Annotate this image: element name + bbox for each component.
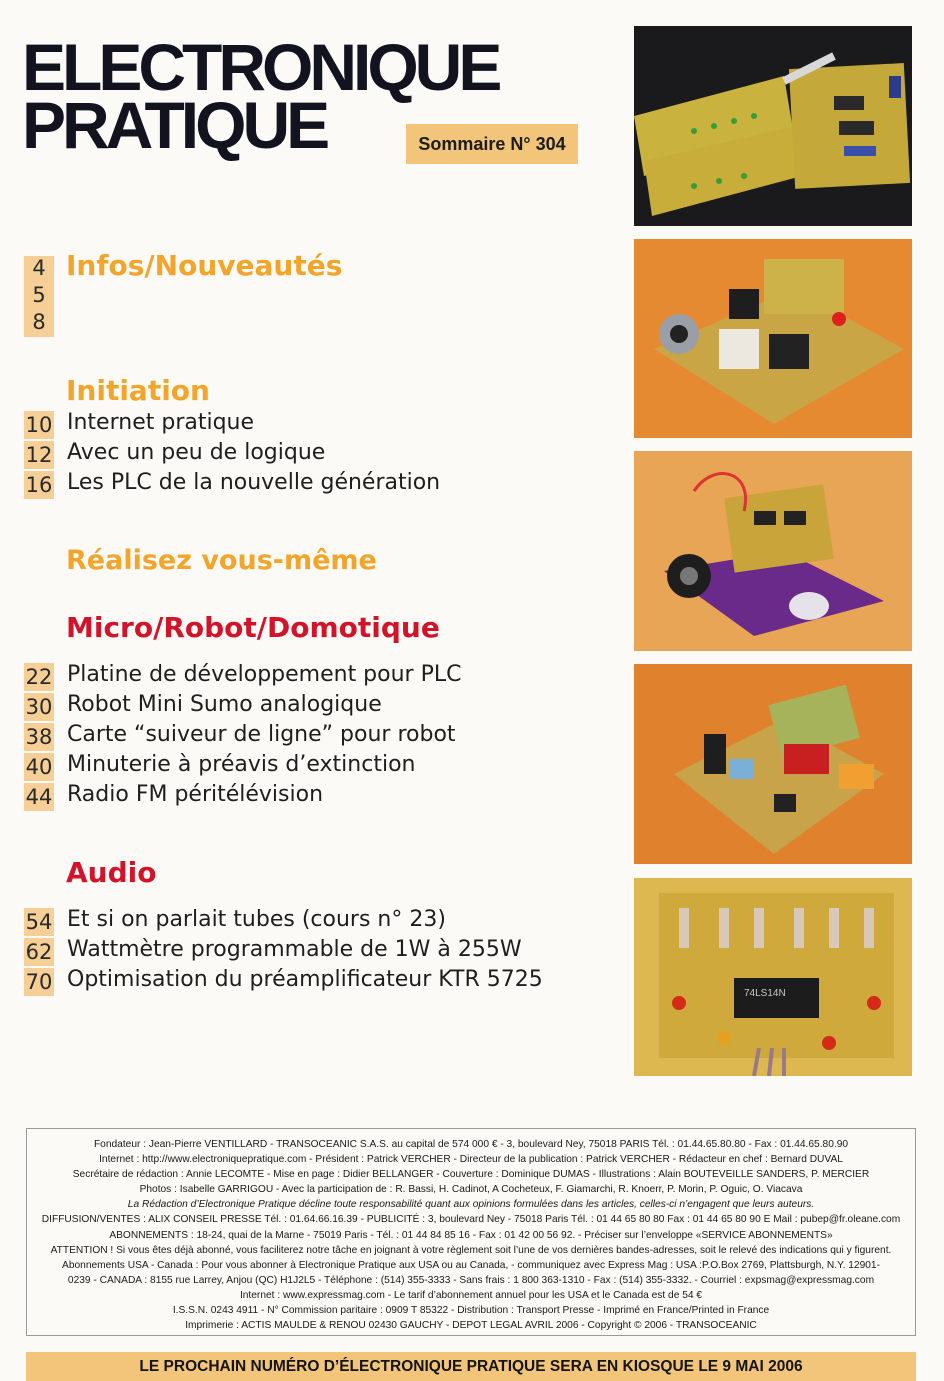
page-number[interactable]: 8: [32, 310, 46, 334]
colophon-line: Internet : http://www.electroniquepratique.com - Président : Patrick VERCHER - Directeur de la publication : Patrick VERCHER - Rédacteur en chef : Bernard DUVAL: [99, 1154, 843, 1166]
colophon-line: Photos : Isabelle GARRIGOU - Avec la participation de : R. Bassi, H. Cadinot, A Cocheteux, F. Giamarchi, R. Knoerr, P. Morin, P. Oguic, O. Viacava: [139, 1184, 803, 1196]
page-number[interactable]: 5: [32, 283, 46, 307]
chip-label: 74LS14N: [744, 988, 786, 999]
plc-dev-board-photo: [634, 26, 912, 226]
page-number[interactable]: 4: [32, 256, 46, 280]
section-title-initiation[interactable]: Initiation: [66, 374, 210, 407]
colophon-line: DIFFUSION/VENTES : ALIX CONSEIL PRESSE Tél. : 01.64.66.16.39 - PUBLICITÉ : 3, boulevard Ney - 75018 Paris Tél. : 01 44 65 80 80 Fax : 01 44 65 80 90 E Mail : pubep@fr.oleane.com: [41, 1214, 901, 1226]
logo-line-1: ELECTRONIQUE: [22, 30, 499, 104]
toc-item-title[interactable]: Et si on parlait tubes (cours n° 23): [67, 907, 446, 932]
page-number: 22: [25, 665, 53, 689]
colophon-line: I.S.S.N. 0243 4911 - N° Commission paritaire : 0909 T 85322 - Distribution : Transport Presse - Imprimé en France/Printed in France: [172, 1305, 770, 1317]
page-number: 70: [25, 970, 53, 994]
logo-line-2: PRATIQUE: [22, 88, 327, 163]
section-title-micro-robot-domotique[interactable]: Micro/Robot/Domotique: [66, 611, 440, 644]
colophon: [26, 1128, 916, 1336]
toc-item-title[interactable]: Optimisation du préamplificateur KTR 5725: [67, 967, 543, 992]
toc-item-title[interactable]: Wattmètre programmable de 1W à 255W: [67, 937, 522, 962]
colophon-line: 0239 - CANADA : 8155 rue Larrey, Anjou (QC) H1J2L5 - Téléphone : (514) 355-3333 - Sans frais : 1 800 363-1310 - Fax : (514) 355-3332. - Courriel : expsmag@expressmag.com: [67, 1274, 875, 1286]
toc-item-title[interactable]: Carte “suiveur de ligne” pour robot: [67, 722, 456, 747]
section-title-infos[interactable]: Infos/Nouveautés: [66, 249, 343, 282]
next-issue-banner: LE PROCHAIN NUMÉRO D’ÉLECTRONIQUE PRATIQUE SERA EN KIOSQUE LE 9 MAI 2006: [26, 1352, 916, 1381]
line-follower-board-photo: [634, 878, 912, 1076]
colophon-line: Abonnements USA - Canada : Pour vous abonner à Electronique Pratique aux USA ou au Canada, - communiquez avec Express Mag : USA :P.O.Box 2769, Plattsburgh, N.Y. 12901-: [62, 1259, 880, 1271]
colophon-line: ABONNEMENTS : 18-24, quai de la Marne - 75019 Paris - Tél. : 01 44 84 85 16 - Fax : 01 42 00 56 92. - Préciser sur l’enveloppe «SERVICE ABONNEMENTS»: [109, 1229, 833, 1241]
page-number: 10: [25, 413, 53, 437]
infos-page-numbers: [24, 256, 54, 337]
colophon-line: La Rédaction d’Electronique Pratique décline toute responsabilité quant aux opinions formulées dans les articles, celles-ci n’engagent que leurs auteurs.: [127, 1199, 815, 1211]
colophon-line: Fondateur : Jean-Pierre VENTILLARD - TRANSOCEANIC S.A.S. au capital de 574 000 € - 3, boulevard Ney, 75018 PARIS Tél. : 01.44.65.80.80 - Fax : 01.44.65.80.90: [93, 1139, 849, 1150]
page-number: 12: [25, 443, 53, 467]
section-title-realisez[interactable]: Réalisez vous-même: [66, 545, 377, 576]
colophon-line: Imprimerie : ACTIS MAULDE & RENOU 02430 GAUCHY - DEPOT LEGAL AVRIL 2006 - Copyright © 2006 - TRANSOCEANIC: [185, 1320, 757, 1332]
colophon-line: Internet : www.expressmag.com - Le tarif d’abonnement annuel pour les USA et le Canada est de 54 €: [239, 1289, 703, 1301]
section-title-audio[interactable]: Audio: [66, 856, 157, 889]
colophon-line: ATTENTION ! Si vous êtes déjà abonné, vous faciliterez notre tâche en joignant à votre règlement soit l’une de vos dernières bandes-adresses, soit le relevé des indications qui y figurent.: [50, 1244, 892, 1256]
page-number: 62: [25, 940, 53, 964]
toc-item-title[interactable]: Internet pratique: [67, 410, 255, 435]
mini-sumo-robot-photo: [634, 451, 912, 651]
page-number: 30: [25, 695, 53, 719]
page-number: 54: [25, 910, 53, 934]
toc-item-title[interactable]: Les PLC de la nouvelle génération: [67, 470, 441, 495]
toc-item-title[interactable]: Robot Mini Sumo analogique: [67, 692, 382, 717]
page-number: 16: [25, 473, 53, 497]
toc-item-title[interactable]: Minuterie à préavis d’extinction: [67, 752, 416, 777]
toc-item-title[interactable]: Platine de développement pour PLC: [67, 662, 462, 687]
fm-radio-board-photo: [634, 239, 912, 438]
timer-board-photo: [634, 664, 912, 864]
page-number: 38: [25, 725, 53, 749]
toc-item-title[interactable]: Avec un peu de logique: [67, 440, 326, 465]
page-number: 40: [25, 755, 53, 779]
issue-number-label: Sommaire N° 304: [406, 124, 578, 164]
toc-item-title[interactable]: Radio FM péritélévision: [67, 782, 324, 807]
page-number: 44: [25, 785, 53, 809]
colophon-line: Secrétaire de rédaction : Annie LECOMTE - Mise en page : Didier BELLANGER - Couverture : Dominique DUMAS - Illustrations : Alain BOUTEVEILLE SANDERS, P. MERCIER: [72, 1169, 870, 1181]
